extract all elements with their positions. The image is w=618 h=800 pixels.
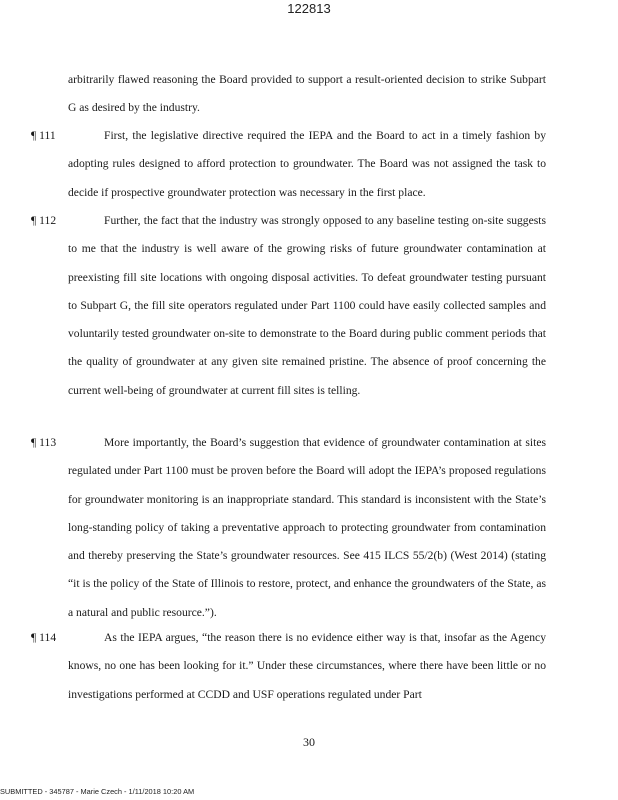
- document-header-number: 122813: [287, 1, 331, 16]
- paragraph-number-111: ¶ 111: [31, 129, 56, 142]
- page-number: 30: [303, 735, 315, 749]
- submission-stamp: SUBMITTED - 345787 - Marie Czech - 1/11/2018 10:20 AM: [0, 787, 195, 796]
- paragraph-continuation: arbitrarily flawed reasoning the Board provided to support a result-oriented decision to strike Subpart G as desired by the industry.: [68, 73, 546, 115]
- paragraph-number-114: ¶ 114: [31, 631, 57, 644]
- paragraph-111: First, the legislative directive required the IEPA and the Board to act in a timely fashion by adopting rules designed to afford protection to groundwater. The Board was not assigned the task to decide if prospective groundwater protection was necessary in the first place.: [68, 129, 546, 199]
- paragraph-number-113: ¶ 113: [31, 436, 57, 449]
- paragraph-112: Further, the fact that the industry was strongly opposed to any baseline testing on-site suggests to me that the industry is well aware of the growing risks of future groundwater contamination at preexisting fill site locations with ongoing disposal activities. To defeat groundwater testing pursuant to Subpart G, the fill site operators regulated under Part 1100 could have easily collected samples and voluntarily tested groundwater on-site to demonstrate to the Board during public comment periods that the quality of groundwater at any given site remained pristine. The absence of proof concerning the current well-being of groundwater at current fill sites is telling.: [68, 214, 546, 397]
- paragraph-113: More importantly, the Board’s suggestion that evidence of groundwater contamination at sites regulated under Part 1100 must be proven before the Board will adopt the IEPA’s proposed regulations for groundwater monitoring is an inappropriate standard. This standard is inconsistent with the State’s long-standing policy of taking a preventative approach to protecting groundwater from contamination and thereby preserving the State’s groundwater resources. See 415 ILCS 55/2(b) (West 2014) (stating “it is the policy of the State of Illinois to restore, protect, and enhance the groundwaters of the State, as a natural and public resource.”).: [68, 436, 546, 619]
- paragraph-114: As the IEPA argues, “the reason there is no evidence either way is that, insofar as the Agency knows, no one has been looking for it.” Under these circumstances, where there have been little or no investigations performed at CCDD and USF operations regulated under Part: [68, 631, 546, 701]
- paragraph-number-112: ¶ 112: [31, 214, 57, 227]
